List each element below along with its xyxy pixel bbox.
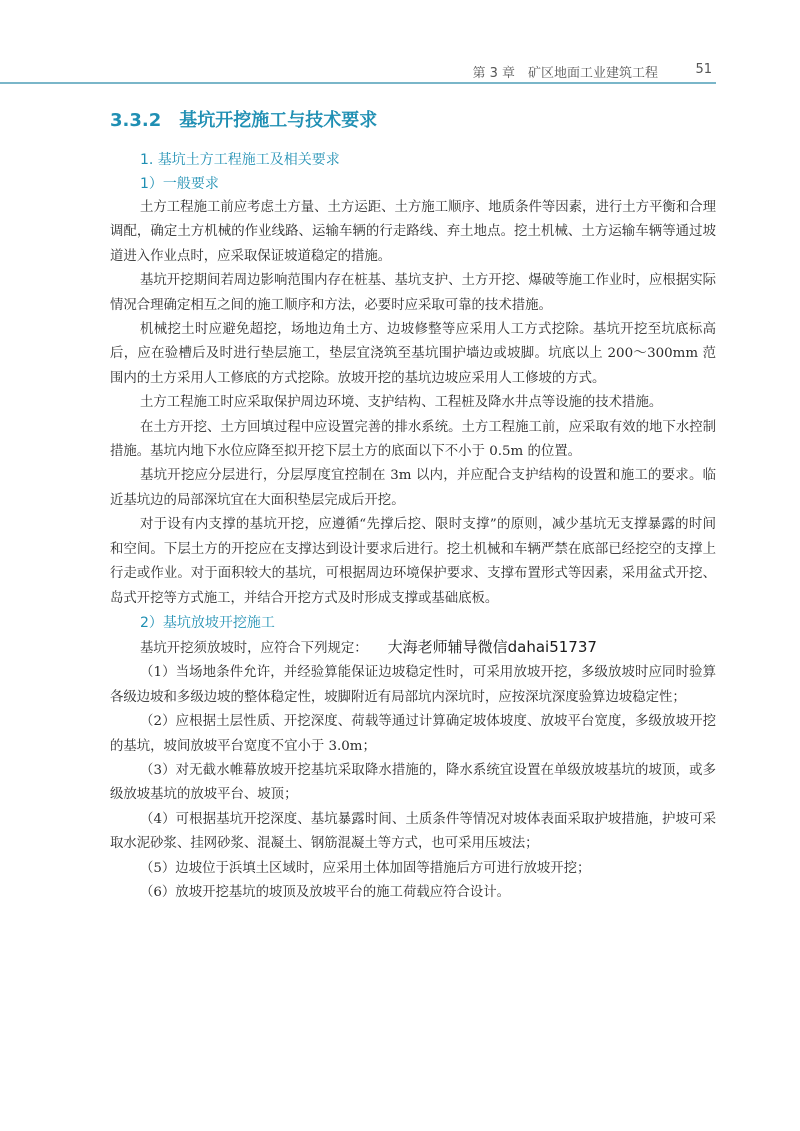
watermark-text: 大海老师辅导微信dahai51737 — [387, 637, 597, 656]
subsection-title: 1. 基坑土方工程施工及相关要求 — [140, 152, 340, 168]
paragraph: 土方工程施工时应采取保护周边环境、支护结构、工程桩及降水井点等设施的技术措施。 — [140, 395, 663, 411]
paragraph: 机械挖土时应避免超挖，场地边角土方、边坡修整等应采用人工方式挖除。基坑开挖至坑底标高后，应在验槽后及时进行垫层施工，垫层宜浇筑至基坑围护墙边或坡脚。坑底以上 200～300mm 范围内的土方采用人工修底的方式挖除。放坡开挖的基坑边坡应采用人工修坡的方式。 — [110, 322, 716, 386]
chapter-title: 第 3 章 矿区地面工业建筑工程 — [472, 66, 658, 81]
paragraph: 基坑开挖应分层进行，分层厚度宜控制在 3m 以内，并应配合支护结构的设置和施工的要求。临近基坑边的局部深坑宜在大面积垫层完成后开挖。 — [110, 468, 716, 508]
paragraph: 对于设有内支撑的基坑开挖，应遵循“先撑后挖、限时支撑”的原则，减少基坑无支撑暴露的时间和空间。下层土方的开挖应在支撑达到设计要求后进行。挖土机械和车辆严禁在底部已经挖空的支撑上行走或作业。对于面积较大的基坑，可根据周边环境保护要求、支撑布置形式等因素，采用盆式开挖、岛式开挖等方式施工，并结合开挖方式及时形成支撑或基础底板。 — [110, 517, 716, 606]
list-item: （1）当场地条件允许，并经验算能保证边坡稳定性时，可采用放坡开挖，多级放坡时应同时验算各级边坡和多级边坡的整体稳定性，坡脚附近有局部坑内深坑时，应按深坑深度验算边坡稳定性； — [110, 665, 716, 705]
intro-paragraph — [110, 635, 716, 661]
page-number: 51 — [695, 62, 712, 77]
paragraph: 基坑开挖期间若周边影响范围内存在桩基、基坑支护、土方开挖、爆破等施工作业时，应根据实际情况合理确定相互之间的施工顺序和方法，必要时应采取可靠的技术措施。 — [110, 273, 716, 313]
section-title-text: 基坑开挖施工与技术要求 — [179, 110, 378, 131]
list-item: （6）放坡开挖基坑的坡顶及放坡平台的施工荷载应符合设计。 — [140, 884, 511, 900]
page-content — [110, 108, 716, 905]
list-item: （5）边坡位于浜填土区域时，应采用土体加固等措施后方可进行放坡开挖； — [140, 860, 591, 876]
subheading-general-requirements: 1）一般要求 — [140, 176, 219, 192]
paragraph: 土方工程施工前应考虑土方量、土方运距、土方施工顺序、地质条件等因素，进行土方平衡和合理调配，确定土方机械的作业线路、运输车辆的行走路线、弃土地点。挖土机械、土方运输车辆等通过坡道进入作业点时，应采取保证坡道稳定的措施。 — [110, 200, 716, 264]
page-header — [0, 52, 800, 84]
intro-text: 基坑开挖须放坡时，应符合下列规定： — [140, 640, 368, 656]
list-item: （4）可根据基坑开挖深度、基坑暴露时间、土质条件等情况对坡体表面采取护坡措施，护坡可采取水泥砂浆、挂网砂浆、混凝土、钢筋混凝土等方式，也可采用压坡法； — [110, 811, 716, 852]
subheading-slope-excavation: 2）基坑放坡开挖施工 — [140, 614, 275, 631]
section-title — [110, 108, 716, 134]
section-number: 3.3.2 — [110, 110, 162, 131]
list-item: （2）应根据土层性质、开挖深度、荷载等通过计算确定坡体坡度、放坡平台宽度，多级放坡开挖的基坑，坡间放坡平台宽度不宜小于 3.0m； — [110, 714, 716, 754]
header-rule — [0, 82, 716, 84]
paragraph: 在土方开挖、土方回填过程中应设置完善的排水系统。土方工程施工前，应采取有效的地下水控制措施。基坑内地下水位应降至拟开挖下层土方的底面以下不小于 0.5m 的位置。 — [110, 419, 716, 460]
list-item: （3）对无截水帷幕放坡开挖基坑采取降水措施的，降水系统宜设置在单级放坡基坑的坡顶，或多级放坡基坑的放坡平台、坡顶； — [110, 762, 716, 803]
